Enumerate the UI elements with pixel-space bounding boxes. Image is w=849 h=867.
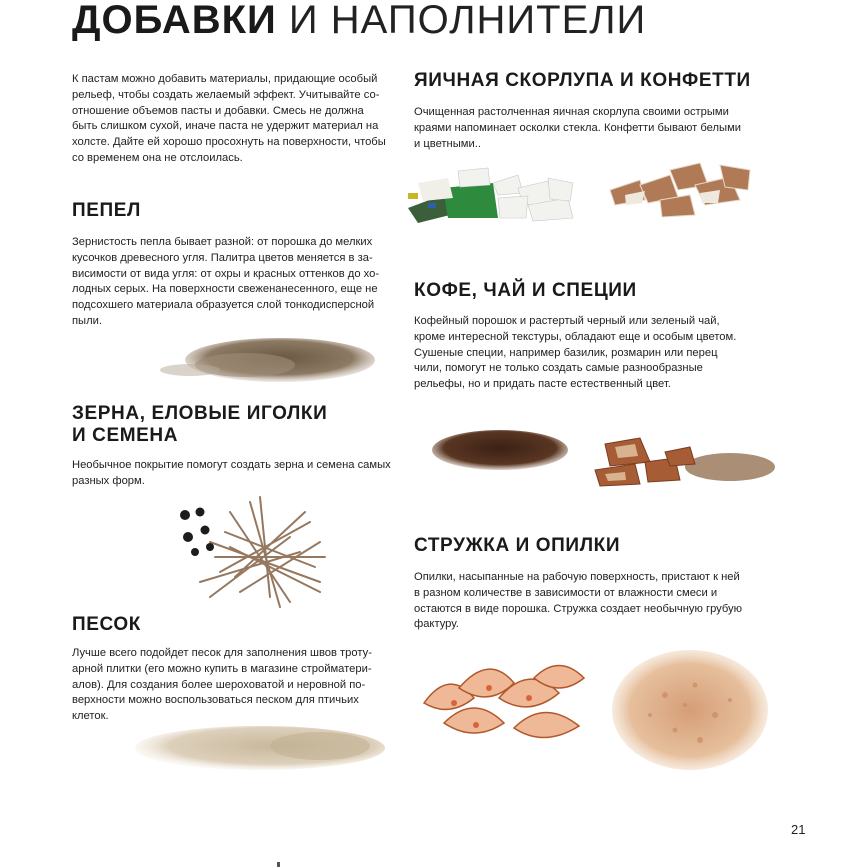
needles-seeds-image — [170, 482, 340, 612]
coffee-text: Кофейный порошок и растертый черный или зеленый чай, кроме интересной текстуры, обладают еще и особым цветом. Сушеные специи, например базилик, розмарин или перец чили, помогут не только создать самые разнообразные рельефы, но и придать пасте естественный цвет. — [414, 315, 737, 391]
ash-text: Зернистость пепла бывает разной: от порошка до мелких кусочков древесного угля. Палитра цветов меняется в зависимости от вида угля: от охры и красных оттенков до холодных серых. На поверхности свеженанесенного, еще не подсохшего материала образуется слой тонкодисперсной пыли. — [72, 236, 380, 327]
eggshell-image — [600, 155, 765, 225]
sand-pile-image — [110, 718, 390, 783]
title-bold: ДОБАВКИ — [72, 0, 277, 42]
sawdust-image — [605, 645, 775, 775]
confetti-image — [398, 163, 588, 228]
spices-image — [590, 432, 780, 492]
title-light: И НАПОЛНИТЕЛИ — [276, 0, 647, 42]
page-number: 21 — [791, 822, 806, 837]
page-title — [72, 0, 646, 40]
ash-pile-image — [150, 325, 380, 390]
shavings-text: Опилки, насыпанные на рабочую поверхность, пристают к ней в разном количестве в зависимости от влажности смеси и остаются в виде порошка. Стружка создает необычную грубую фактуру. — [414, 571, 743, 631]
sand-text: Лучше всего подойдет песок для заполнения швов тротуарной плитки (его можно купить в магазине стройматериалов). Для создания более шероховатой и неровной поверхности можно воспользоваться песком для птичьих клеток. — [72, 647, 372, 723]
heading-coffee: КОФЕ, ЧАЙ И СПЕЦИИ — [414, 280, 637, 301]
eggshell-text: Очищенная растолченная яичная скорлупа своими острыми краями напоминает осколки стекла. Конфетти бывают белыми и цветными.. — [414, 106, 742, 150]
heading-grains-1: ЗЕРНА, ЕЛОВЫЕ ИГОЛКИ — [72, 403, 328, 424]
coffee-pile-image — [425, 420, 575, 480]
intro-text: К пастам можно добавить материалы, придающие особый рельеф, чтобы создать желаемый эффект. Учитывайте соотношение объемов пасты и добавки. Смесь не должна быть слишком сухой, иначе паста не удержит материал на холсте. Дайте ей хорошо просохнуть на поверхности, чтобы со временем она не отслоилась. — [72, 73, 386, 164]
heading-sand: ПЕСОК — [72, 614, 141, 635]
heading-grains-2: И СЕМЕНА — [72, 425, 179, 446]
pencil-shavings-image — [414, 648, 594, 748]
heading-eggshell: ЯИЧНАЯ СКОРЛУПА И КОНФЕТТИ — [414, 70, 751, 91]
grains-text: Необычное покрытие помогут создать зерна и семена самых разных форм. — [72, 459, 391, 487]
heading-ash: ПЕПЕЛ — [72, 200, 141, 221]
bottom-mark — [277, 862, 280, 867]
heading-shavings: СТРУЖКА И ОПИЛКИ — [414, 535, 621, 556]
